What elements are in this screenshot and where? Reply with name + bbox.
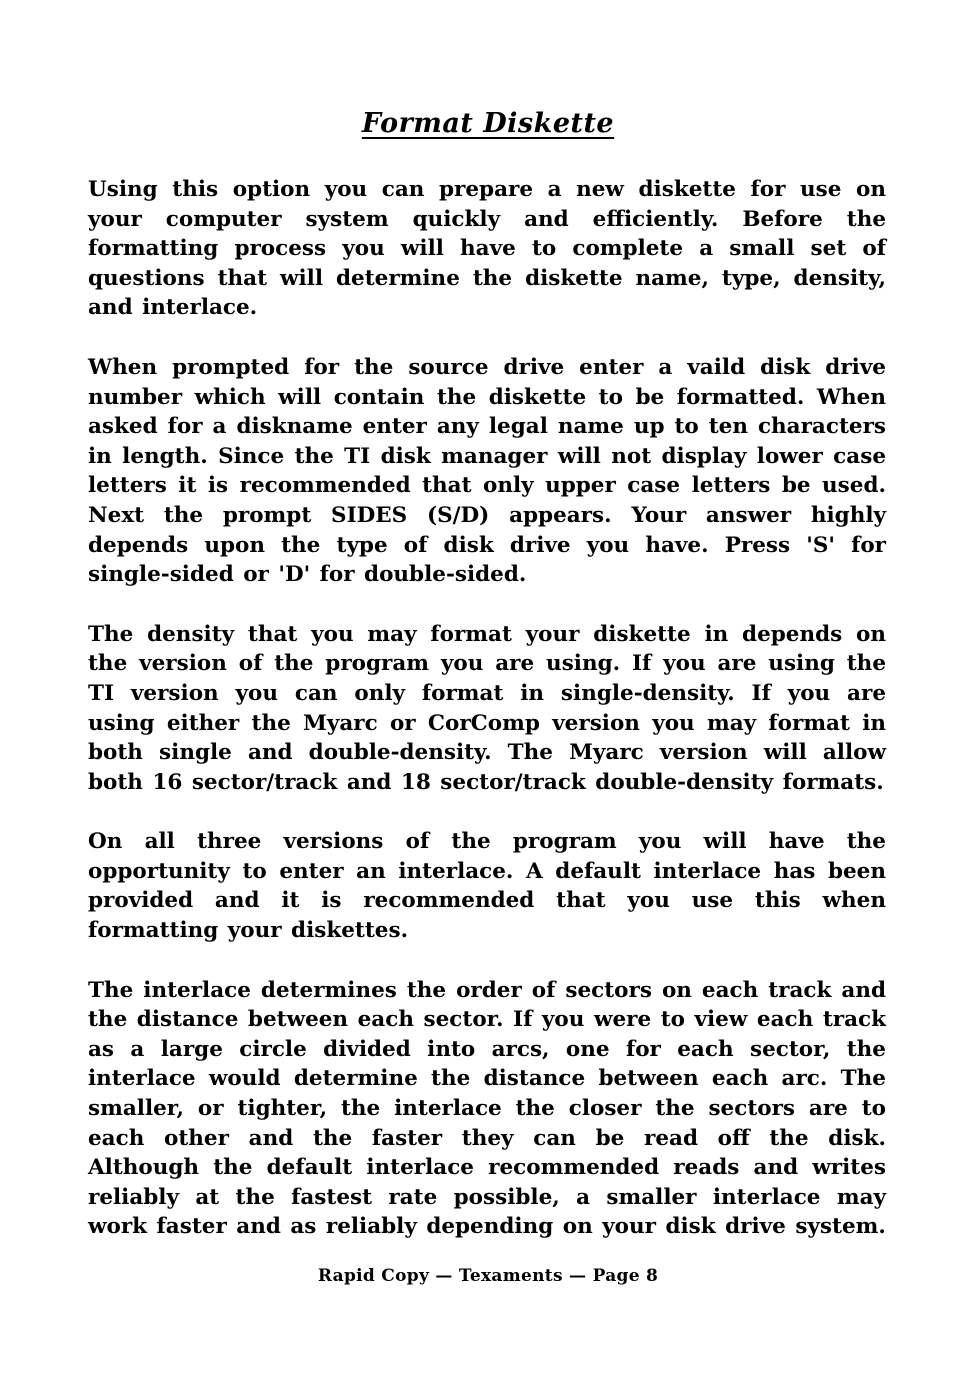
page-title <box>0 108 976 139</box>
paragraph-interlace-explained: The interlace determines the order of sectors on each track and the distance between each sector. If you were to view each track as a large circle divided into arcs, one for each sector, the interlace would determine the distance between each arc. The smaller, or tighter, the interlace the closer the sectors are to each other and the faster they can be read off the disk. Although the default interlace recommended reads and writes reliably at the fastest rate possible, a smaller interlace may work faster and as reliably depending on your disk drive system. <box>88 977 886 1240</box>
page-title-text: Format Diskette <box>361 108 615 139</box>
paragraph-interlace-default: On all three versions of the program you will have the opportunity to enter an interlace. A default interlace has been provided and it is recommended that you use this when formatting your diskettes. <box>88 829 886 944</box>
paragraph-source-drive: When prompted for the source drive enter a vaild disk drive number which will contain the diskette to be formatted. When asked for a diskname enter any legal name up to ten characters in length. Since the TI disk manager will not display lower case letters it is recommended that only upper case letters be used. Next the prompt SIDES (S/D) appears. Your answer highly depends upon the type of disk drive you have. Press 'S' for single-sided or 'D' for double-sided. <box>88 354 886 588</box>
paragraph-density: The density that you may format your diskette in depends on the version of the program you are using. If you are using the TI version you can only format in single-density. If you are using either the Myarc or CorComp version you may format in both single and double-density. The Myarc version will allow both 16 sector/track and 18 sector/track double-density formats. <box>88 621 886 795</box>
page-footer: Rapid Copy — Texaments — Page 8 <box>317 1266 659 1286</box>
document-body <box>88 175 886 1272</box>
paragraph-intro: Using this option you can prepare a new diskette for use on your computer system quickly and efficiently. Before the formatting process you will have to complete a small set of questions that will determine the diskette name, type, density, and interlace. <box>88 177 886 321</box>
